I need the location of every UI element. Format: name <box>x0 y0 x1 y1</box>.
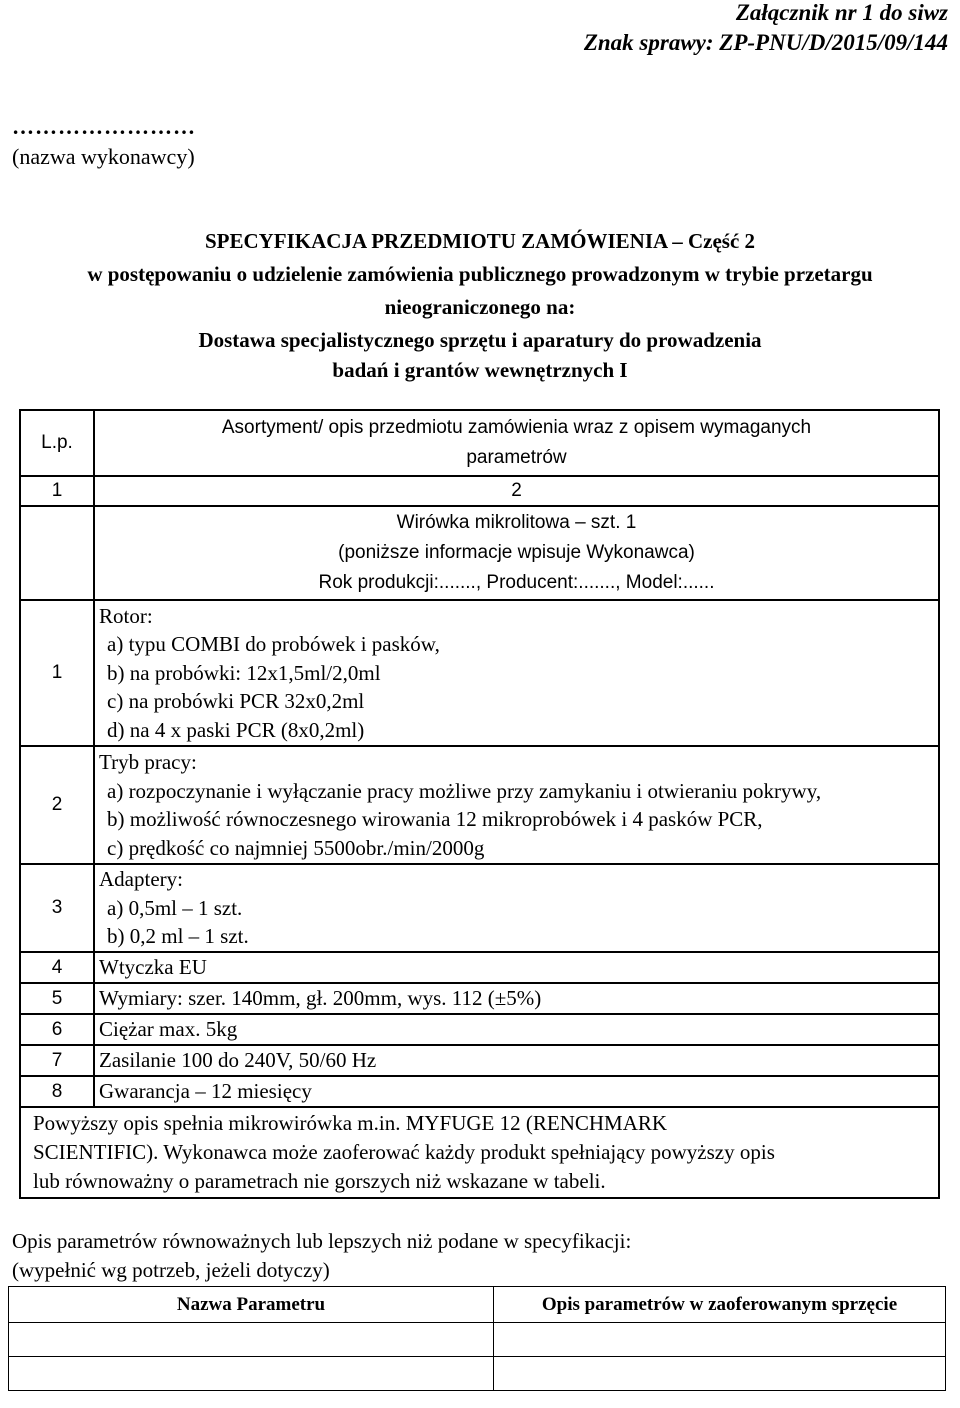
annex-header <box>584 0 948 58</box>
param-name-cell[interactable] <box>9 1357 494 1391</box>
footer-line: SCIENTIFIC). Wykonawca może zaoferować każdy produkt spełniający powyższy opis <box>33 1140 775 1164</box>
row-line: b) 0,2 ml – 1 szt. <box>107 924 249 949</box>
footer-line: lub równoważny o parametrach nie gorszych niż wskazane w tabeli. <box>33 1169 606 1193</box>
table-row <box>20 952 939 983</box>
row-line: a) 0,5ml – 1 szt. <box>107 895 243 920</box>
row-number: 3 <box>20 864 94 952</box>
row-content: Gwarancja – 12 miesięcy <box>94 1076 939 1107</box>
param-name-cell[interactable] <box>9 1323 494 1357</box>
param-name-header: Nazwa Parametru <box>9 1287 494 1323</box>
params-empty-row <box>9 1357 946 1391</box>
product-note: (poniższe informacje wpisuje Wykonawca) <box>338 542 695 563</box>
row-line: d) na 4 x paski PCR (8x0,2ml) <box>107 717 365 742</box>
equivalent-params-table <box>8 1286 946 1391</box>
row-line: Rotor: <box>99 603 153 628</box>
row-number: 8 <box>20 1076 94 1107</box>
row-number: 7 <box>20 1045 94 1076</box>
row-content: Wymiary: szer. 140mm, gł. 200mm, wys. 112 (±5%) <box>94 983 939 1014</box>
title-line-2: w postępowaniu o udzielenie zamówienia publicznego prowadzonym w trybie przetargu <box>87 262 873 286</box>
footer-line: Powyższy opis spełnia mikrowirówka m.in. MYFUGE 12 (RENCHMARK <box>33 1111 668 1135</box>
footer-row <box>20 1107 939 1198</box>
row-content <box>94 600 939 746</box>
row-number: 5 <box>20 983 94 1014</box>
row-line: c) prędkość co najmniej 5500obr./min/2000g <box>107 835 485 860</box>
table-row <box>20 1014 939 1045</box>
row-line: a) rozpoczynanie i wyłączanie pracy możliwe przy zamykaniu i otwieraniu pokrywy, <box>107 778 822 803</box>
row-line: b) możliwość równoczesnego wirowania 12 mikroprobówek i 4 pasków PCR, <box>107 807 763 831</box>
title-line-1: SPECYFIKACJA PRZEDMIOTU ZAMÓWIENIA – Część 2 <box>204 229 756 253</box>
row-line: c) na probówki PCR 32x0,2ml <box>107 689 365 714</box>
row-number: 6 <box>20 1014 94 1045</box>
annex-title: Załącznik nr 1 do siwz <box>735 0 948 25</box>
params-header-row <box>9 1287 946 1323</box>
table-row <box>20 1076 939 1107</box>
product-fields: Rok produkcji:......., Producent:......., Model:...... <box>318 572 715 593</box>
row-number: 4 <box>20 952 94 983</box>
row-content: Wtyczka EU <box>94 952 939 983</box>
param-description-cell[interactable] <box>494 1357 946 1391</box>
row-line: Tryb pracy: <box>99 750 197 774</box>
params-empty-row <box>9 1323 946 1357</box>
row-number: 1 <box>20 600 94 746</box>
table-row <box>20 746 939 864</box>
numbering-col-1: 1 <box>20 476 94 506</box>
table-row <box>20 1045 939 1076</box>
contractor-dots: …………………… <box>12 114 196 139</box>
row-line: a) typu COMBI do probówek i pasków, <box>107 632 440 657</box>
spec-header-row <box>20 410 939 476</box>
row-content <box>94 746 939 864</box>
product-name: Wirówka mikrolitowa – szt. 1 <box>396 512 637 533</box>
title-line-5: badań i grantów wewnętrznych I <box>332 358 628 382</box>
row-content <box>94 864 939 952</box>
row-line: Adaptery: <box>99 867 183 892</box>
description-header-line-2: parametrów <box>466 447 567 468</box>
product-row <box>20 506 939 600</box>
row-line: b) na probówki: 12x1,5ml/2,0ml <box>107 660 381 685</box>
numbering-col-2: 2 <box>94 476 939 506</box>
contractor-block <box>12 112 196 172</box>
table-row <box>20 864 939 952</box>
param-description-cell[interactable] <box>494 1323 946 1357</box>
numbering-row <box>20 476 939 506</box>
product-info <box>94 506 939 600</box>
contractor-label: (nazwa wykonawcy) <box>12 144 195 169</box>
equivalent-intro: Opis parametrów równoważnych lub lepszych niż podane w specyfikacji: <box>12 1229 632 1253</box>
row-content: Ciężar max. 5kg <box>94 1014 939 1045</box>
description-header <box>94 410 939 476</box>
row-number: 2 <box>20 746 94 864</box>
specification-table <box>19 409 940 1199</box>
row-content: Zasilanie 100 do 240V, 50/60 Hz <box>94 1045 939 1076</box>
description-header-line-1: Asortyment/ opis przedmiotu zamówienia wraz z opisem wymaganych <box>221 417 812 438</box>
param-description-header: Opis parametrów w zaoferowanym sprzęcie <box>494 1287 946 1323</box>
case-number: Znak sprawy: ZP-PNU/D/2015/09/144 <box>583 30 948 55</box>
footer-note <box>20 1107 939 1198</box>
table-row <box>20 983 939 1014</box>
equivalent-instruction: (wypełnić wg potrzeb, jeżeli dotyczy) <box>12 1258 330 1282</box>
title-line-3: nieograniczonego na: <box>384 295 576 319</box>
lp-header: L.p. <box>20 410 94 476</box>
title-line-4: Dostawa specjalistycznego sprzętu i aparatury do prowadzenia <box>198 328 762 352</box>
table-row <box>20 600 939 746</box>
product-row-empty <box>20 506 94 600</box>
